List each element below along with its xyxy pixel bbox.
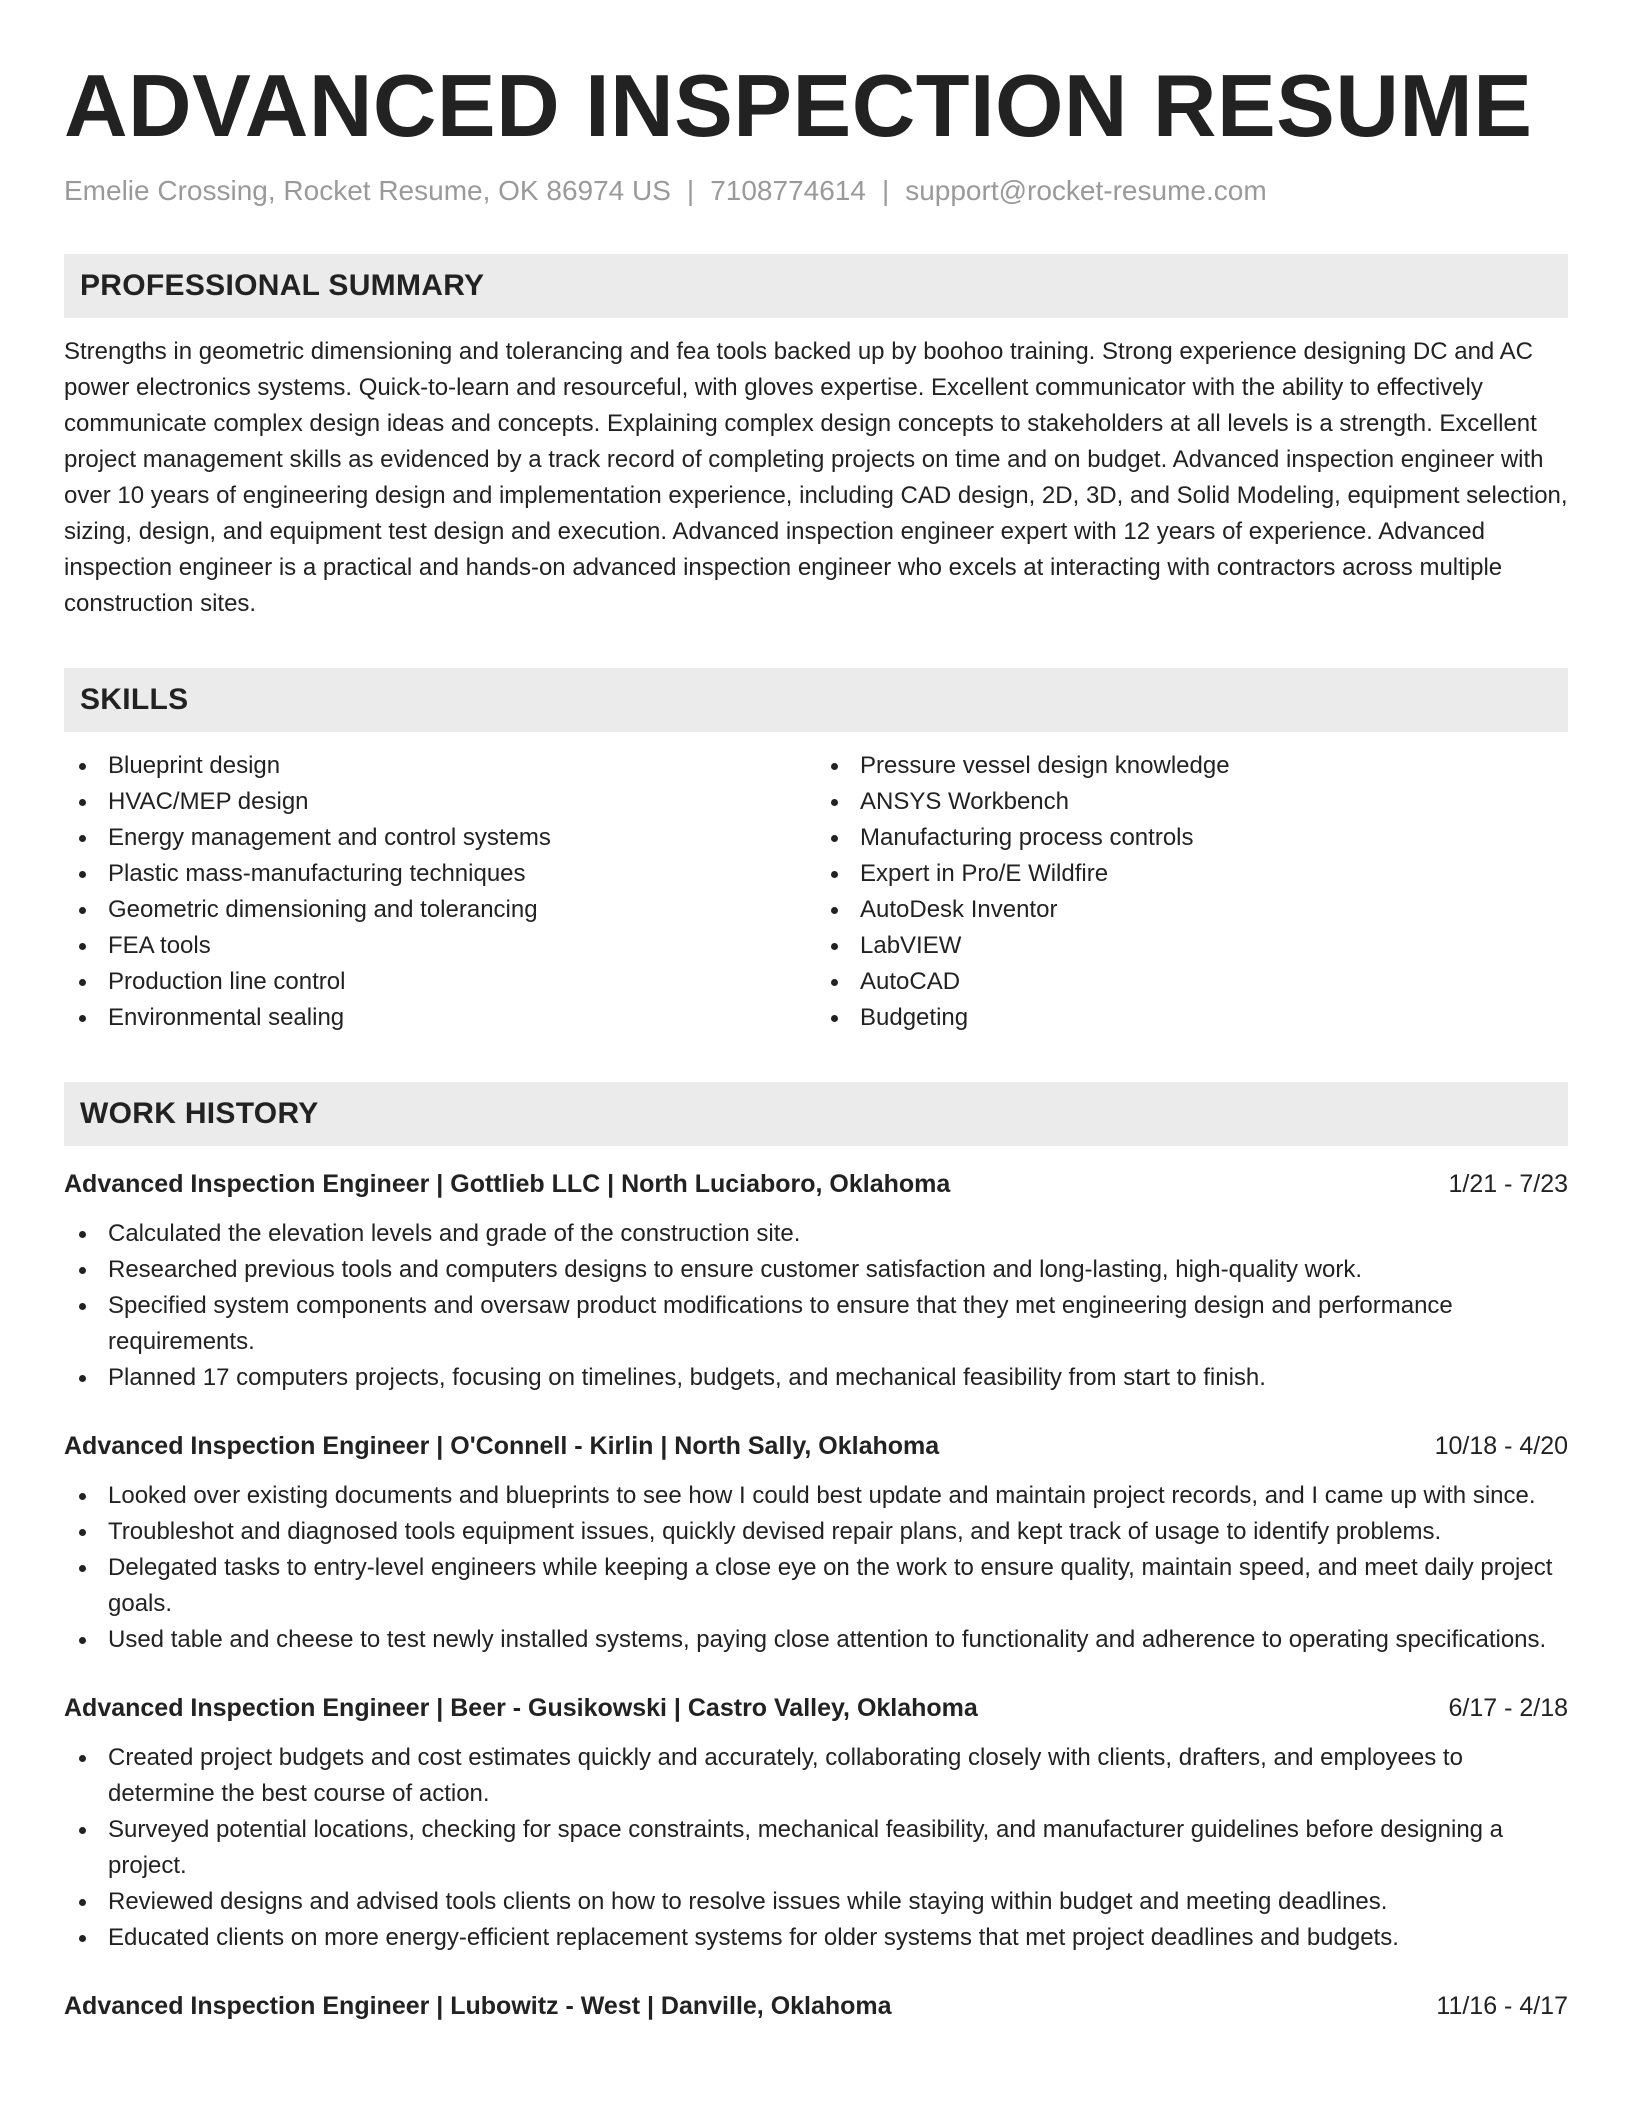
skill-item: FEA tools bbox=[64, 928, 816, 964]
contact-address: Emelie Crossing, Rocket Resume, OK 86974 US bbox=[64, 175, 671, 206]
job-bullet: Calculated the elevation levels and grade of the construction site. bbox=[64, 1216, 1568, 1252]
job-bullet: Troubleshot and diagnosed tools equipment issues, quickly devised repair plans, and kept track of usage to identify problems. bbox=[64, 1514, 1568, 1550]
skill-item: AutoCAD bbox=[816, 964, 1568, 1000]
job-bullet: Delegated tasks to entry-level engineers while keeping a close eye on the work to ensure quality, maintain speed, and meet daily project goals. bbox=[64, 1550, 1568, 1622]
job-title: Advanced Inspection Engineer | Gottlieb LLC | North Luciaboro, Oklahoma bbox=[64, 1170, 951, 1198]
job-dates: 11/16 - 4/17 bbox=[1436, 1992, 1568, 2020]
skill-item: Blueprint design bbox=[64, 748, 816, 784]
job-title: Advanced Inspection Engineer | Beer - Gusikowski | Castro Valley, Oklahoma bbox=[64, 1694, 978, 1722]
skill-item: HVAC/MEP design bbox=[64, 784, 816, 820]
job-dates: 10/18 - 4/20 bbox=[1434, 1432, 1568, 1460]
job-bullet: Researched previous tools and computers designs to ensure customer satisfaction and long-lasting, high-quality work. bbox=[64, 1252, 1568, 1288]
skill-item: Pressure vessel design knowledge bbox=[816, 748, 1568, 784]
skills-column-left bbox=[64, 748, 816, 1036]
job-bullet: Planned 17 computers projects, focusing on timelines, budgets, and mechanical feasibility from start to finish. bbox=[64, 1360, 1568, 1396]
skill-item: Environmental sealing bbox=[64, 1000, 816, 1036]
section-header-work-history: WORK HISTORY bbox=[64, 1082, 1568, 1146]
job-title: Advanced Inspection Engineer | O'Connell - Kirlin | North Sally, Oklahoma bbox=[64, 1432, 940, 1460]
skill-item: Manufacturing process controls bbox=[816, 820, 1568, 856]
skill-item: Geometric dimensioning and tolerancing bbox=[64, 892, 816, 928]
contact-separator: | bbox=[686, 175, 695, 206]
job-bullet: Used table and cheese to test newly installed systems, paying close attention to functionality and adherence to operating specifications. bbox=[64, 1622, 1568, 1658]
summary-text: Strengths in geometric dimensioning and tolerancing and fea tools backed up by boohoo training. Strong experience designing DC and AC power electronics systems. Quick-to-learn and resourceful, with gloves expertise. Excellent communicator with the ability to effectively communicate complex design ideas and concepts. Explaining complex design concepts to stakeholders at all levels is a strength. Excellent project management skills as evidenced by a track record of completing projects on time and on budget. Advanced inspection engineer with over 10 years of engineering design and implementation experience, including CAD design, 2D, 3D, and Solid Modeling, equipment selection, sizing, design, and equipment test design and execution. Advanced inspection engineer expert with 12 years of experience. Advanced inspection engineer is a practical and hands-on advanced inspection engineer who excels at interacting with contractors across multiple construction sites. bbox=[64, 338, 1568, 617]
job-dates: 6/17 - 2/18 bbox=[1448, 1694, 1568, 1722]
skill-item: LabVIEW bbox=[816, 928, 1568, 964]
job-bullet: Educated clients on more energy-efficient replacement systems for older systems that met project deadlines and budgets. bbox=[64, 1920, 1568, 1956]
job-header bbox=[64, 1166, 1568, 1202]
job-bullet: Reviewed designs and advised tools clients on how to resolve issues while staying within budget and meeting deadlines. bbox=[64, 1884, 1568, 1920]
skill-item: ANSYS Workbench bbox=[816, 784, 1568, 820]
skill-item: AutoDesk Inventor bbox=[816, 892, 1568, 928]
job-bullets bbox=[64, 1216, 1568, 1396]
contact-email: support@rocket-resume.com bbox=[905, 175, 1267, 206]
job-entry bbox=[64, 1690, 1568, 1956]
job-header bbox=[64, 1428, 1568, 1464]
job-entry bbox=[64, 1988, 1568, 2024]
contact-phone: 7108774614 bbox=[710, 175, 866, 206]
section-header-summary: PROFESSIONAL SUMMARY bbox=[64, 254, 1568, 318]
skill-item: Expert in Pro/E Wildfire bbox=[816, 856, 1568, 892]
resume-title: ADVANCED INSPECTION RESUME bbox=[64, 56, 1533, 155]
job-bullet: Looked over existing documents and blueprints to see how I could best update and maintain project records, and I came up with since. bbox=[64, 1478, 1568, 1514]
contact-line bbox=[64, 174, 1568, 208]
job-dates: 1/21 - 7/23 bbox=[1448, 1170, 1568, 1198]
job-bullet: Surveyed potential locations, checking for space constraints, mechanical feasibility, and manufacturer guidelines before designing a project. bbox=[64, 1812, 1568, 1884]
job-bullets bbox=[64, 1478, 1568, 1658]
skill-item: Production line control bbox=[64, 964, 816, 1000]
skills-list bbox=[64, 748, 1568, 1036]
skill-item: Energy management and control systems bbox=[64, 820, 816, 856]
skill-item: Plastic mass-manufacturing techniques bbox=[64, 856, 816, 892]
skill-item: Budgeting bbox=[816, 1000, 1568, 1036]
section-header-skills: SKILLS bbox=[64, 668, 1568, 732]
job-bullet: Specified system components and oversaw product modifications to ensure that they met engineering design and performance requirements. bbox=[64, 1288, 1568, 1360]
job-title: Advanced Inspection Engineer | Lubowitz - West | Danville, Oklahoma bbox=[64, 1992, 892, 2020]
job-entry bbox=[64, 1166, 1568, 1396]
job-bullet: Created project budgets and cost estimates quickly and accurately, collaborating closely with clients, drafters, and employees to determine the best course of action. bbox=[64, 1740, 1568, 1812]
job-bullets bbox=[64, 1740, 1568, 1956]
skills-column-right bbox=[816, 748, 1568, 1036]
contact-separator: | bbox=[881, 175, 890, 206]
job-entry bbox=[64, 1428, 1568, 1658]
job-header bbox=[64, 1988, 1568, 2024]
job-header bbox=[64, 1690, 1568, 1726]
